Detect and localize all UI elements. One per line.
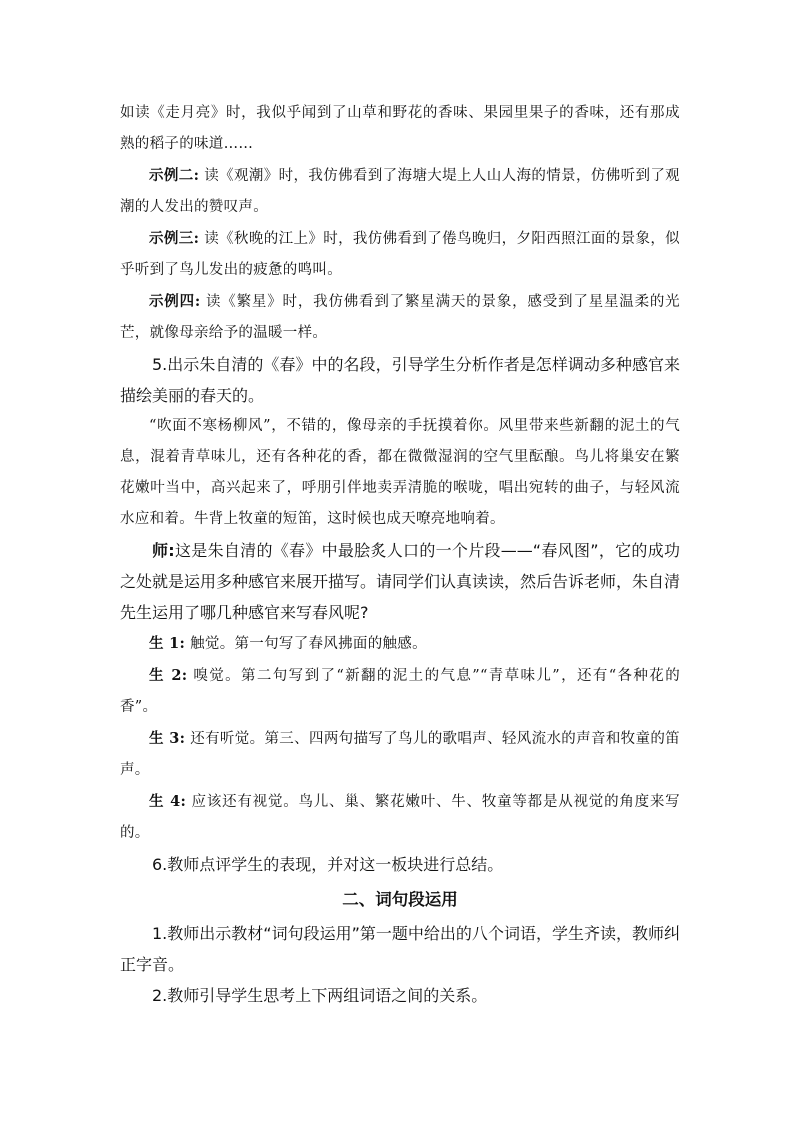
example-two-text: 读《观潮》时，我仿佛看到了海塘大堤上人山人海的情景，仿佛听到了观潮的人发出的赞叹声。 <box>120 168 680 215</box>
student-four-text: 应该还有视觉。鸟儿、巢、繁花嫩叶、牛、牧童等都是从视觉的角度来写的。 <box>120 794 680 841</box>
paragraph-teacher <box>120 535 680 628</box>
paragraph-step-one-b <box>120 918 680 980</box>
paragraph-example-three <box>120 223 680 286</box>
teacher-label: 师: <box>152 541 175 560</box>
student-three-label: 生 3: <box>149 730 186 747</box>
spring-quote-text: “吹面不寒杨柳风”，不错的，像母亲的手抚摸着你。风里带来些新翻的泥土的气息，混着青草味儿，还有各种花的香，都在微微湿润的空气里酝酿。鸟儿将巢安在繁花嫩叶当中，高兴起来了，呼朋引伴地卖弄清脆的喉咙，唱出宛转的曲子，与轻风流水应和着。牛背上牧童的短笛，这时候也成天嘹亮地响着。 <box>120 418 680 527</box>
section-heading: 二、词句段运用 <box>342 890 458 909</box>
student-four-label: 生 4: <box>149 793 187 810</box>
student-one-text: 触觉。第一句写了春风拂面的触感。 <box>185 636 427 652</box>
example-three-label: 示例三: <box>149 230 200 247</box>
paragraph-student-two <box>120 660 680 723</box>
step-six-text: 6.教师点评学生的表现，并对这一板块进行总结。 <box>152 855 504 874</box>
step-five-text: 5.出示朱自清的《春》中的名段，引导学生分析作者是怎样调动多种感官来描绘美丽的春天的。 <box>120 355 680 405</box>
paragraph-example-two <box>120 160 680 223</box>
student-three-text: 还有听觉。第三、四两句描写了鸟儿的歌唱声、轻风流水的声音和牧童的笛声。 <box>120 731 680 778</box>
step-one-b-text: 1.教师出示教材“词句段运用”第一题中给出的八个词语，学生齐读，教师纠正字音。 <box>120 924 680 974</box>
paragraph-student-three <box>120 723 680 786</box>
paragraph-step-five <box>120 349 680 411</box>
example-four-label: 示例四: <box>149 293 201 310</box>
student-two-text: 嗅觉。第二句写到了“新翻的泥土的气息”“青草味儿”，还有“各种花的香”。 <box>120 668 680 715</box>
paragraph-quote-spring <box>120 411 680 535</box>
example-one-text: 如读《走月亮》时，我似乎闻到了山草和野花的香味、果园里果子的香味，还有那成熟的稻子的味道…… <box>120 105 680 152</box>
paragraph-student-one <box>120 628 680 660</box>
example-three-text: 读《秋晚的江上》时，我仿佛看到了倦鸟晚归，夕阳西照江面的景象，似乎听到了鸟儿发出的疲惫的鸣叫。 <box>120 231 680 278</box>
paragraph-example-four <box>120 286 680 349</box>
paragraph-student-four <box>120 786 680 849</box>
student-one-label: 生 1: <box>149 635 186 652</box>
document-page <box>120 98 680 1011</box>
paragraph-example-one <box>120 98 680 160</box>
student-two-label: 生 2: <box>149 667 188 684</box>
step-two-b-text: 2.教师引导学生思考上下两组词语之间的关系。 <box>152 986 488 1005</box>
teacher-text: 这是朱自清的《春》中最脍炙人口的一个片段——“春风图”，它的成功之处就是运用多种感官来展开描写。请同学们认真读读，然后告诉老师，朱自清先生运用了哪几种感官来写春风呢? <box>120 541 681 622</box>
paragraph-step-two-b <box>120 980 680 1011</box>
example-two-label: 示例二: <box>149 167 200 184</box>
paragraph-step-six <box>120 849 680 880</box>
example-four-text: 读《繁星》时，我仿佛看到了繁星满天的景象，感受到了星星温柔的光芒，就像母亲给予的温暖一样。 <box>120 294 680 341</box>
